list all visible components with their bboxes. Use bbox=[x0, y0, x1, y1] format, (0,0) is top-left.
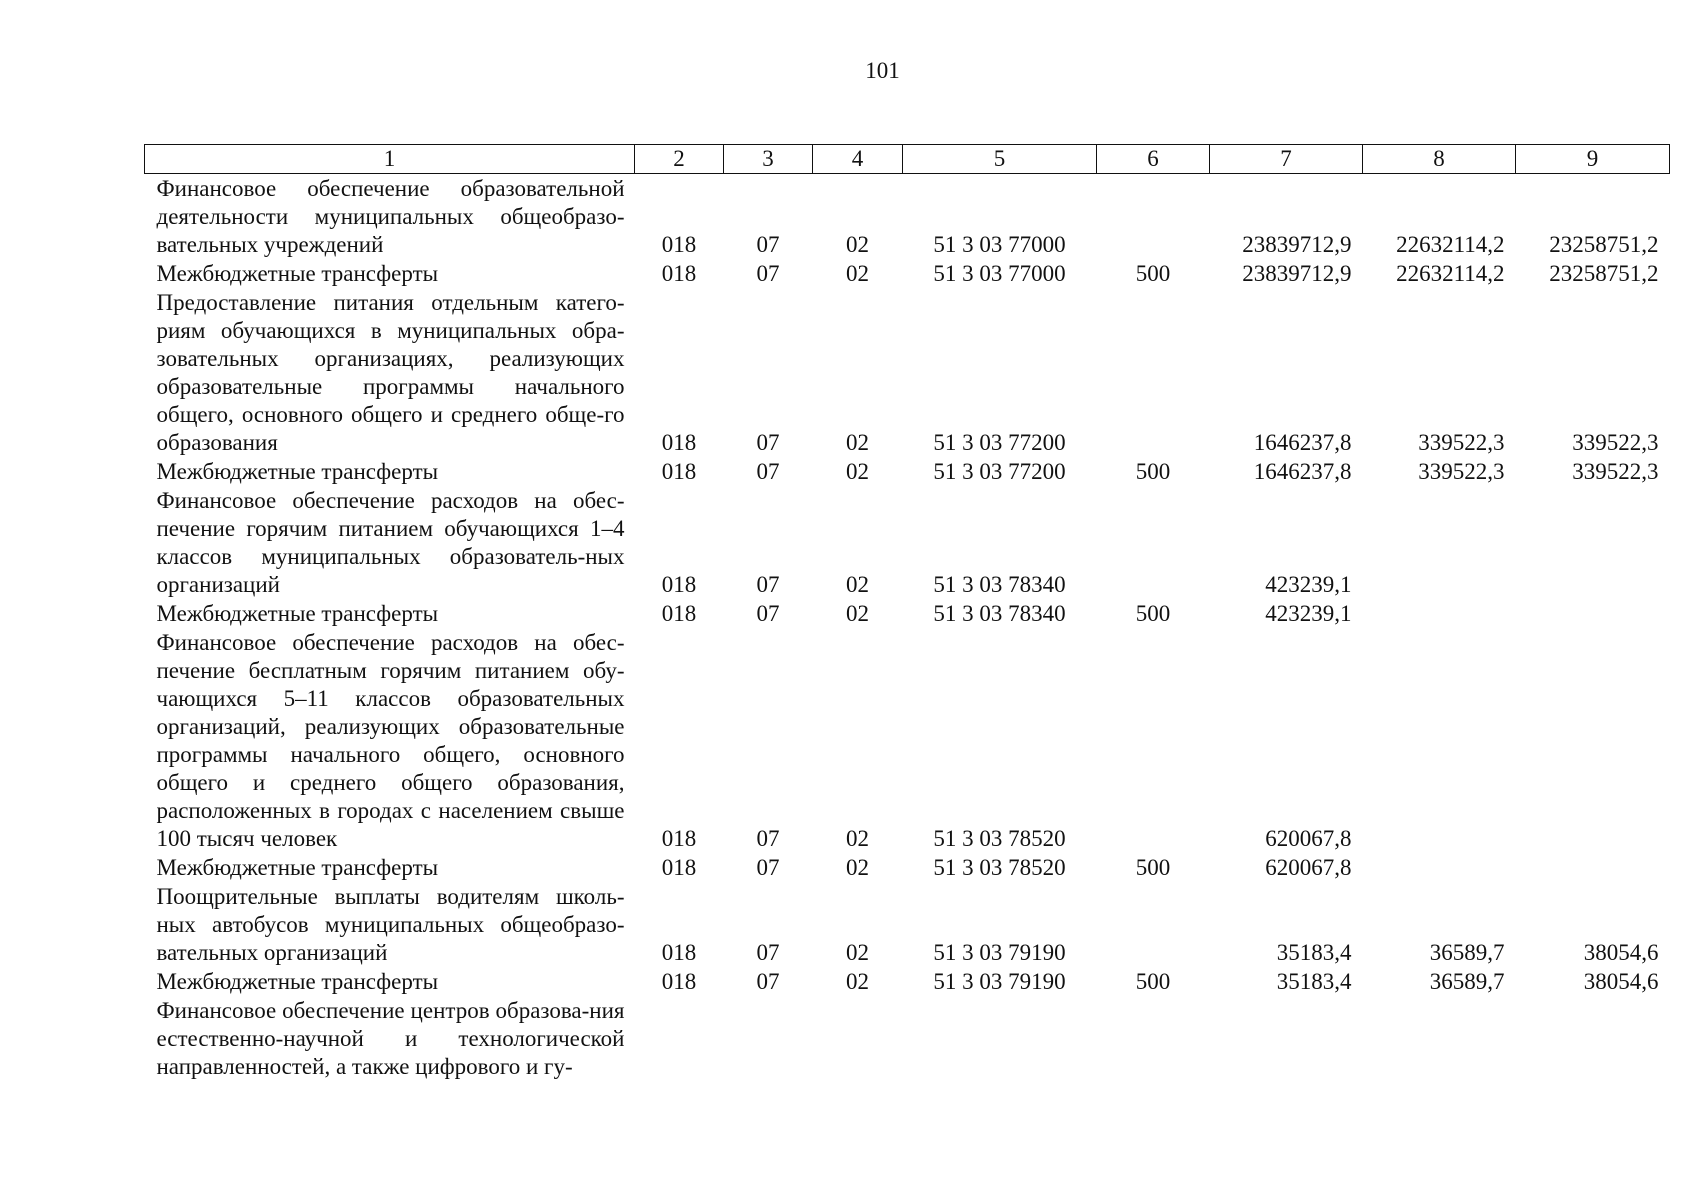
table-row bbox=[145, 599, 1670, 628]
row-name: Межбюджетные трансферты bbox=[156, 855, 439, 880]
page-number: 101 bbox=[865, 58, 900, 83]
cell-section: 07 bbox=[756, 572, 780, 597]
table-row bbox=[145, 259, 1670, 288]
cell-section: 07 bbox=[756, 969, 780, 994]
cell-section bbox=[724, 996, 813, 1081]
cell-amount-col8: 22632114,2 bbox=[1396, 232, 1505, 257]
header-row bbox=[145, 145, 1670, 174]
row-name: Межбюджетные трансферты bbox=[156, 261, 439, 286]
table-row bbox=[145, 174, 1670, 260]
cell-subsection: 02 bbox=[846, 459, 869, 484]
cell-target-article: 51 3 03 78340 bbox=[933, 572, 1066, 597]
cell-section: 07 bbox=[756, 232, 780, 257]
cell-amount-col7: 1646237,8 bbox=[1253, 430, 1352, 455]
table-row bbox=[145, 882, 1670, 967]
cell-admin-code: 018 bbox=[661, 459, 697, 484]
cell-subsection: 02 bbox=[846, 826, 869, 851]
cell-admin-code: 018 bbox=[661, 572, 697, 597]
cell-section: 07 bbox=[756, 430, 780, 455]
cell-amount-col9: 23258751,2 bbox=[1549, 261, 1659, 286]
cell-expense-type: 500 bbox=[1135, 855, 1171, 880]
cell-amount-col7: 423239,1 bbox=[1265, 572, 1352, 597]
header-col-5: 5 bbox=[903, 145, 1097, 174]
cell-amount-col9 bbox=[1516, 628, 1670, 853]
cell-amount-col9: 339522,3 bbox=[1572, 459, 1659, 484]
cell-amount-col8: 339522,3 bbox=[1418, 430, 1505, 455]
cell-expense-type bbox=[1097, 882, 1210, 967]
cell-expense-type bbox=[1097, 486, 1210, 599]
cell-amount-col9: 23258751,2 bbox=[1549, 232, 1659, 257]
cell-admin-code: 018 bbox=[661, 826, 697, 851]
cell-subsection: 02 bbox=[846, 855, 869, 880]
header-col-1: 1 bbox=[145, 145, 635, 174]
row-name: Межбюджетные трансферты bbox=[156, 601, 439, 626]
cell-expense-type: 500 bbox=[1135, 969, 1171, 994]
cell-target-article: 51 3 03 79190 bbox=[933, 969, 1066, 994]
cell-amount-col7: 35183,4 bbox=[1276, 969, 1352, 994]
cell-expense-type bbox=[1097, 628, 1210, 853]
cell-subsection: 02 bbox=[846, 572, 869, 597]
cell-subsection: 02 bbox=[846, 430, 869, 455]
row-name: Межбюджетные трансферты bbox=[156, 969, 439, 994]
header-col-6: 6 bbox=[1097, 145, 1210, 174]
cell-admin-code: 018 bbox=[661, 261, 697, 286]
cell-amount-col9: 38054,6 bbox=[1583, 969, 1659, 994]
table-row bbox=[145, 457, 1670, 486]
cell-target-article: 51 3 03 77000 bbox=[933, 232, 1066, 257]
cell-expense-type bbox=[1097, 174, 1210, 260]
table-row bbox=[145, 628, 1670, 853]
cell-amount-col8 bbox=[1363, 996, 1516, 1081]
table-row bbox=[145, 967, 1670, 996]
cell-admin-code: 018 bbox=[661, 855, 697, 880]
cell-subsection: 02 bbox=[846, 261, 869, 286]
header-col-9: 9 bbox=[1516, 145, 1670, 174]
cell-admin-code: 018 bbox=[661, 430, 697, 455]
cell-subsection: 02 bbox=[846, 969, 869, 994]
header-col-4: 4 bbox=[813, 145, 903, 174]
cell-subsection: 02 bbox=[846, 232, 869, 257]
cell-section: 07 bbox=[756, 459, 780, 484]
cell-subsection: 02 bbox=[846, 601, 869, 626]
cell-expense-type: 500 bbox=[1135, 261, 1171, 286]
cell-amount-col8 bbox=[1363, 486, 1516, 599]
cell-expense-type bbox=[1097, 288, 1210, 457]
cell-section: 07 bbox=[756, 855, 780, 880]
cell-amount-col7: 620067,8 bbox=[1265, 855, 1352, 880]
cell-amount-col8: 36589,7 bbox=[1429, 940, 1505, 965]
cell-amount-col8 bbox=[1363, 599, 1516, 628]
cell-amount-col9 bbox=[1516, 486, 1670, 599]
cell-amount-col8: 36589,7 bbox=[1429, 969, 1505, 994]
cell-amount-col7 bbox=[1210, 996, 1363, 1081]
cell-target-article bbox=[903, 996, 1097, 1081]
header-col-3: 3 bbox=[724, 145, 813, 174]
cell-target-article: 51 3 03 77200 bbox=[933, 430, 1066, 455]
row-name: Финансовое обеспечение расходов на обес-печение горячим питанием обучающихся 1–4 классов муниципальных образователь-ных организаций bbox=[156, 488, 625, 597]
cell-amount-col7: 23839712,9 bbox=[1242, 232, 1352, 257]
table-header bbox=[145, 145, 1670, 174]
cell-admin-code: 018 bbox=[661, 940, 697, 965]
cell-admin-code bbox=[635, 996, 724, 1081]
cell-target-article: 51 3 03 78520 bbox=[933, 855, 1066, 880]
cell-expense-type: 500 bbox=[1135, 459, 1171, 484]
table-row bbox=[145, 486, 1670, 599]
cell-section: 07 bbox=[756, 601, 780, 626]
cell-admin-code: 018 bbox=[661, 232, 697, 257]
cell-amount-col9: 38054,6 bbox=[1583, 940, 1659, 965]
cell-amount-col7: 35183,4 bbox=[1276, 940, 1352, 965]
cell-amount-col7: 423239,1 bbox=[1265, 601, 1352, 626]
header-col-2: 2 bbox=[635, 145, 724, 174]
cell-amount-col7: 1646237,8 bbox=[1253, 459, 1352, 484]
cell-section: 07 bbox=[756, 940, 780, 965]
cell-amount-col7: 23839712,9 bbox=[1242, 261, 1352, 286]
cell-amount-col9 bbox=[1516, 599, 1670, 628]
cell-target-article: 51 3 03 77200 bbox=[933, 459, 1066, 484]
budget-table bbox=[144, 144, 1670, 1081]
cell-expense-type: 500 bbox=[1135, 601, 1171, 626]
cell-section: 07 bbox=[756, 261, 780, 286]
row-name: Поощрительные выплаты водителям школь-ных автобусов муниципальных общеобразо-вательных организаций bbox=[156, 884, 625, 965]
row-name: Предоставление питания отдельным катего-риям обучающихся в муниципальных обра-зовательных организациях, реализующих образовательные программы начального общего, основного общего и среднего обще-го образования bbox=[156, 290, 625, 455]
cell-amount-col7: 620067,8 bbox=[1265, 826, 1352, 851]
cell-section: 07 bbox=[756, 826, 780, 851]
table-body bbox=[145, 174, 1670, 1082]
cell-target-article: 51 3 03 78340 bbox=[933, 601, 1066, 626]
header-col-7: 7 bbox=[1210, 145, 1363, 174]
cell-admin-code: 018 bbox=[661, 601, 697, 626]
cell-amount-col8: 22632114,2 bbox=[1396, 261, 1505, 286]
cell-expense-type bbox=[1097, 996, 1210, 1081]
cell-target-article: 51 3 03 78520 bbox=[933, 826, 1066, 851]
cell-amount-col9 bbox=[1516, 996, 1670, 1081]
cell-admin-code: 018 bbox=[661, 969, 697, 994]
table-row bbox=[145, 996, 1670, 1081]
row-name: Финансовое обеспечение центров образова-ния естественно-научной и технологической направленностей, а также цифрового и гу- bbox=[156, 998, 625, 1079]
table-row bbox=[145, 853, 1670, 882]
row-name: Финансовое обеспечение образовательной деятельности муниципальных общеобразо-вательных учреждений bbox=[156, 176, 625, 257]
row-name: Межбюджетные трансферты bbox=[156, 459, 439, 484]
cell-subsection: 02 bbox=[846, 940, 869, 965]
cell-target-article: 51 3 03 77000 bbox=[933, 261, 1066, 286]
cell-amount-col8: 339522,3 bbox=[1418, 459, 1505, 484]
header-col-8: 8 bbox=[1363, 145, 1516, 174]
row-name: Финансовое обеспечение расходов на обес-печение бесплатным горячим питанием обу-чающихся 5–11 классов образовательных организаций, реализующих образовательные программы начального общего, основного общего и среднего общего образования, расположенных в городах с населением свыше 100 тысяч человек bbox=[156, 630, 625, 851]
cell-amount-col8 bbox=[1363, 853, 1516, 882]
cell-amount-col9: 339522,3 bbox=[1572, 430, 1659, 455]
cell-amount-col9 bbox=[1516, 853, 1670, 882]
cell-subsection bbox=[813, 996, 903, 1081]
table-row bbox=[145, 288, 1670, 457]
cell-amount-col8 bbox=[1363, 628, 1516, 853]
cell-target-article: 51 3 03 79190 bbox=[933, 940, 1066, 965]
